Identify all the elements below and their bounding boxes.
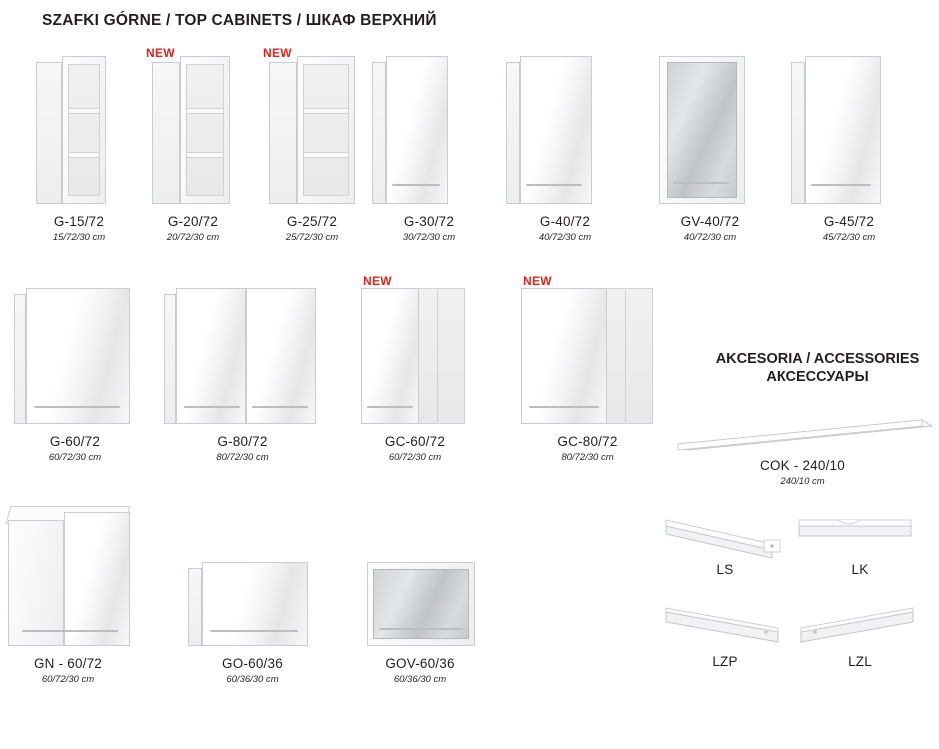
product-code: G-40/72	[539, 214, 591, 229]
product-caption	[249, 214, 375, 243]
product-item-go-60-36[interactable]	[180, 562, 325, 685]
product-caption	[134, 214, 252, 243]
product-dimensions: 60/72/30 cm	[388, 452, 442, 463]
new-badge: NEW	[523, 274, 552, 288]
plinth-shape	[670, 410, 935, 452]
accessory-illustration-ls	[660, 510, 790, 560]
product-item-g-25-72[interactable]	[249, 46, 375, 243]
product-dimensions: 60/36/30 cm	[393, 674, 447, 685]
product-item-gov-60-36[interactable]	[345, 562, 495, 685]
page-title: SZAFKI GÓRNE / TOP CABINETS / ШКАФ ВЕРХНИЙ	[42, 12, 437, 29]
cabinet-side-panel	[164, 294, 176, 424]
product-code: GN - 60/72	[33, 656, 103, 671]
accessory-illustration-lzp	[660, 602, 790, 652]
cabinet-side-panel	[188, 568, 202, 646]
product-code: G-15/72	[53, 214, 105, 229]
product-item-g-40-72[interactable]	[500, 56, 630, 243]
cabinet-handle	[529, 406, 599, 408]
accessory-item-ls[interactable]	[660, 510, 790, 577]
rail-ls-shape	[660, 510, 790, 560]
cabinet-illustration-g-25-72	[249, 56, 375, 208]
cabinet-shelf	[186, 108, 224, 114]
accessory-item-cok-240-10[interactable]	[670, 410, 935, 487]
cabinet-door	[520, 56, 592, 204]
cabinet-illustration-gc-60-72	[345, 288, 485, 428]
product-dimensions: 80/72/30 cm	[561, 452, 614, 463]
accessory-code: LZP	[712, 654, 738, 669]
accessory-code: LZL	[848, 654, 872, 669]
product-dimensions: 60/72/30 cm	[48, 452, 102, 463]
product-item-gn-60-72[interactable]	[0, 498, 138, 685]
product-caption	[500, 214, 630, 243]
cabinet-handle	[210, 630, 298, 632]
product-item-g-20-72[interactable]	[134, 46, 252, 243]
product-caption	[783, 214, 915, 243]
cabinet-body	[8, 520, 64, 646]
cabinet-illustration-g-40-72	[500, 56, 630, 208]
product-code: GC-80/72	[557, 434, 618, 449]
product-dimensions: 60/36/30 cm	[226, 674, 279, 685]
cabinet-illustration-g-45-72	[783, 56, 915, 208]
cabinet-side-panel	[269, 62, 297, 204]
cabinet-divider-line	[437, 290, 438, 422]
cabinet-illustration-g-60-72	[10, 288, 140, 428]
cabinet-side-panel	[152, 62, 180, 204]
cabinet-illustration-g-30-72	[366, 56, 492, 208]
accessory-caption	[670, 458, 935, 487]
cabinet-glass-door	[667, 62, 737, 198]
accessory-item-lzl[interactable]	[795, 602, 925, 669]
cabinet-door-left	[176, 288, 246, 424]
cabinet-side-panel	[36, 62, 62, 204]
accessory-code: COK - 240/10	[760, 458, 845, 473]
rail-lk-shape	[795, 510, 925, 560]
accessory-dimensions: 240/10 cm	[780, 476, 825, 487]
accessories-title-line2: АКСЕССУАРЫ	[766, 369, 869, 386]
cabinet-side-panel	[506, 62, 520, 204]
cabinet-handle	[526, 184, 582, 186]
cabinet-shelf	[303, 152, 349, 158]
accessory-illustration-lzl	[795, 602, 925, 652]
rail-lzl-shape	[795, 602, 925, 652]
product-caption	[0, 656, 138, 685]
cabinet-side-panel	[791, 62, 805, 204]
cabinet-illustration-g-15-72	[24, 56, 134, 208]
cabinet-illustration-gv-40-72	[645, 56, 775, 208]
cabinet-door	[64, 512, 130, 646]
cabinet-cavity	[186, 64, 224, 196]
product-dimensions: 30/72/30 cm	[402, 232, 456, 243]
cabinet-shelf	[303, 108, 349, 114]
product-caption	[10, 434, 140, 463]
rail-lzp-shape	[660, 602, 790, 652]
product-code: GV-40/72	[680, 214, 740, 229]
cabinet-illustration-gc-80-72	[505, 288, 670, 428]
accessory-code: LS	[716, 562, 734, 577]
product-code: G-60/72	[49, 434, 101, 449]
accessory-item-lk[interactable]	[795, 510, 925, 577]
accessory-caption	[660, 562, 790, 577]
accessory-item-lzp[interactable]	[660, 602, 790, 669]
cabinet-illustration-g-80-72	[160, 288, 325, 428]
product-dimensions: 45/72/30 cm	[822, 232, 876, 243]
cabinet-handle	[22, 630, 118, 632]
accessories-title-line1: AKCESORIA / ACCESSORIES	[715, 351, 920, 367]
product-dimensions: 80/72/30 cm	[216, 452, 269, 463]
accessory-caption	[795, 654, 925, 669]
accessory-caption	[795, 562, 925, 577]
new-badge: NEW	[146, 46, 175, 60]
product-caption	[505, 434, 670, 463]
accessories-section-title	[700, 350, 935, 386]
cabinet-shelf	[186, 152, 224, 158]
cabinet-illustration-gn-60-72	[0, 498, 138, 650]
product-code: GO-60/36	[222, 656, 283, 671]
product-dimensions: 40/72/30 cm	[683, 232, 737, 243]
accessory-illustration-cok	[670, 410, 935, 452]
new-badge: NEW	[263, 46, 292, 60]
cabinet-door	[26, 288, 130, 424]
cabinet-handle	[392, 184, 440, 186]
product-caption	[645, 214, 775, 243]
product-item-g-60-72[interactable]	[10, 288, 140, 463]
cabinet-shelf	[68, 152, 100, 158]
cabinet-illustration-go-60-36	[180, 562, 325, 650]
product-code: G-45/72	[823, 214, 875, 229]
product-dimensions: 15/72/30 cm	[52, 232, 106, 243]
product-code: G-80/72	[217, 434, 268, 449]
product-item-gc-80-72[interactable]	[505, 274, 670, 463]
product-item-gc-60-72[interactable]	[345, 274, 485, 463]
cabinet-handle-left	[184, 406, 240, 408]
cabinet-handle	[811, 184, 871, 186]
product-item-g-45-72[interactable]	[783, 56, 915, 243]
product-code: G-25/72	[286, 214, 338, 229]
cabinet-door	[805, 56, 881, 204]
cabinet-shelf	[68, 108, 100, 114]
cabinet-handle	[673, 182, 729, 184]
product-caption	[24, 214, 134, 243]
cabinet-cavity	[68, 64, 100, 196]
product-item-g-30-72[interactable]	[366, 56, 492, 243]
product-item-g-80-72[interactable]	[160, 288, 325, 463]
product-dimensions: 25/72/30 cm	[285, 232, 339, 243]
cabinet-handle	[379, 628, 463, 630]
product-code: GC-60/72	[384, 434, 446, 449]
accessory-illustration-lk	[795, 510, 925, 560]
cabinet-divider-line	[625, 290, 626, 422]
cabinet-handle	[34, 406, 120, 408]
product-caption	[345, 434, 485, 463]
product-dimensions: 20/72/30 cm	[166, 232, 220, 243]
cabinet-side-panel	[14, 294, 26, 424]
product-code: GOV-60/36	[385, 656, 455, 671]
product-caption	[366, 214, 492, 243]
cabinet-door	[386, 56, 448, 204]
accessory-code: LK	[851, 562, 869, 577]
cabinet-door	[521, 288, 607, 424]
cabinet-illustration-g-20-72	[134, 56, 252, 208]
accessory-caption	[660, 654, 790, 669]
cabinet-handle	[367, 406, 413, 408]
product-caption	[180, 656, 325, 685]
cabinet-cavity	[303, 64, 349, 196]
product-code: G-30/72	[403, 214, 455, 229]
cabinet-side-panel	[372, 62, 386, 204]
cabinet-door-right	[246, 288, 316, 424]
product-caption	[160, 434, 325, 463]
cabinet-door	[202, 562, 308, 646]
product-item-gv-40-72[interactable]	[645, 56, 775, 243]
new-badge: NEW	[363, 274, 392, 288]
cabinet-handle-right	[252, 406, 308, 408]
product-dimensions: 40/72/30 cm	[538, 232, 592, 243]
cabinet-illustration-gov-60-36	[345, 562, 495, 650]
cabinet-door	[361, 288, 419, 424]
product-caption	[345, 656, 495, 685]
product-code: G-20/72	[167, 214, 219, 229]
product-item-g-15-72[interactable]	[24, 56, 134, 243]
product-dimensions: 60/72/30 cm	[41, 674, 95, 685]
